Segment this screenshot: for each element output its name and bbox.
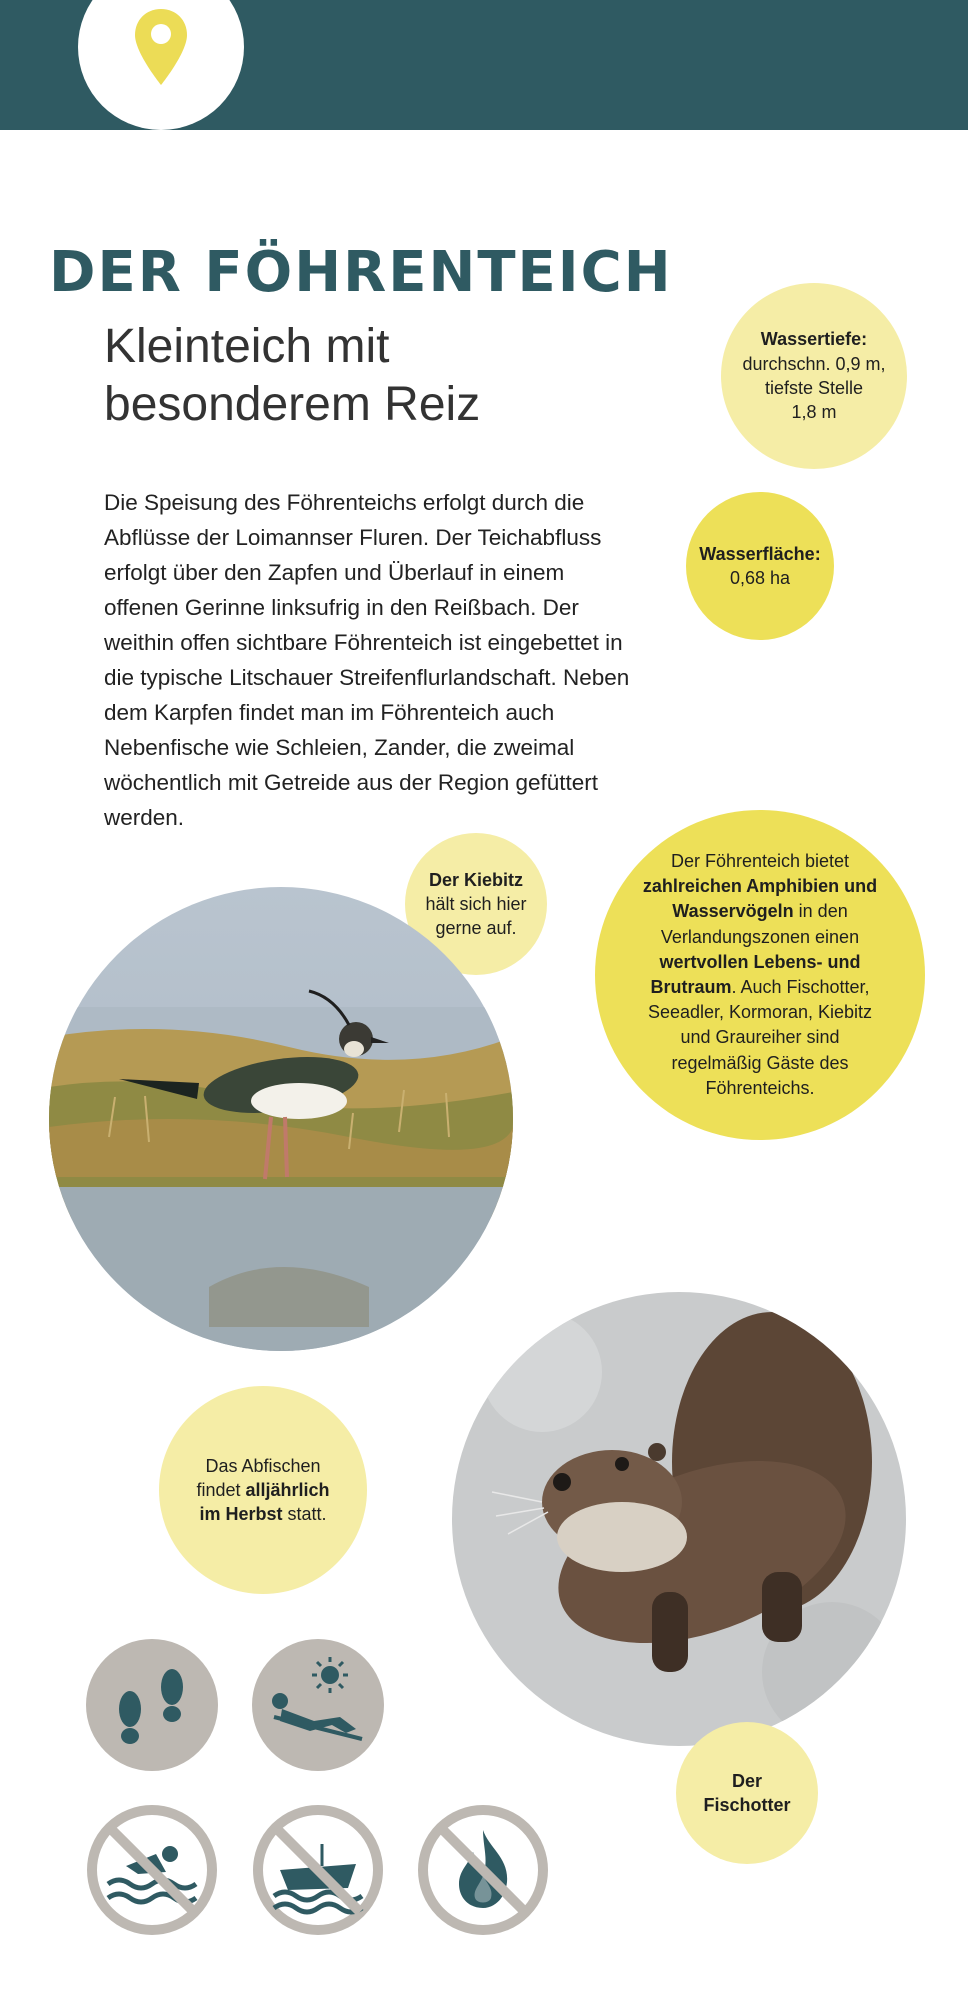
water-depth-bubble — [721, 283, 907, 469]
no-boating-icon — [252, 1804, 384, 1936]
water-depth-line2: tiefste Stelle — [764, 378, 864, 398]
fischotter-line1: Der — [731, 1770, 762, 1791]
location-pin-icon — [133, 7, 189, 87]
page-title: DER FÖHRENTEICH — [49, 240, 673, 305]
fischotter-bubble — [676, 1722, 818, 1864]
abfischen-text-2: statt. — [282, 1504, 327, 1525]
abfischen-bubble — [159, 1386, 367, 1594]
lapwing-photo — [49, 887, 513, 1351]
kiebitz-title: Der Kiebitz — [428, 869, 524, 890]
water-area-value: 0,68 ha — [729, 568, 791, 588]
no-swimming-icon — [86, 1804, 218, 1936]
habitat-bold-1: zahlreichen Amphibien und Wasservögeln — [642, 876, 878, 922]
page-subtitle: Kleinteich mit besonderem Reiz — [104, 320, 481, 431]
habitat-bold-2: wertvollen Lebens- und Brutraum — [650, 951, 861, 997]
sunbathing-icon — [252, 1639, 384, 1771]
footprints-icon — [86, 1639, 218, 1771]
fischotter-line2: Fischotter — [703, 1795, 791, 1815]
water-depth-line1: durchschn. 0,9 m, — [742, 353, 886, 374]
water-area-bubble — [686, 492, 834, 640]
habitat-text-3: . Auch Fischotter, Seeadler, Kormoran, Kiebitz und Graureiher sind regelmäßig Gäste des Föhrenteichs. — [647, 977, 873, 1098]
otter-photo — [452, 1292, 906, 1746]
body-paragraph: Die Speisung des Föhrenteichs erfolgt durch die Abflüsse der Loimannser Fluren. Der Teichabfluss erfolgt über den Zapfen und Überlauf in einem offenen Gerinne linksufrig in den Reißbach. Der weithin offen sichtbare Föhrenteich ist eingebettet in die typische Litschauer Streifenflurlandschaft. Neben dem Karpfen findet man im Föhrenteich auch Nebenfische wie Schleien, Zander, die zweimal wöchentlich mit Getreide aus der Region gefüttert werden. — [104, 490, 630, 830]
water-area-label: Wasserfläche: — [699, 543, 821, 564]
kiebitz-line2: hält sich hier — [425, 893, 527, 914]
kiebitz-line3: gerne auf. — [435, 918, 517, 939]
habitat-text-1: Der Föhrenteich bietet — [670, 851, 850, 872]
water-depth-label: Wassertiefe: — [760, 329, 868, 350]
water-depth-line3: 1,8 m — [791, 402, 837, 423]
habitat-bubble — [595, 810, 925, 1140]
no-fire-icon — [417, 1804, 549, 1936]
abfischen-bold: alljährlich im Herbst — [199, 1479, 330, 1525]
abfischen-text-1: Das Abfischen findet — [196, 1455, 321, 1500]
habitat-text-2: in den Verlandungszonen einen — [660, 901, 860, 947]
